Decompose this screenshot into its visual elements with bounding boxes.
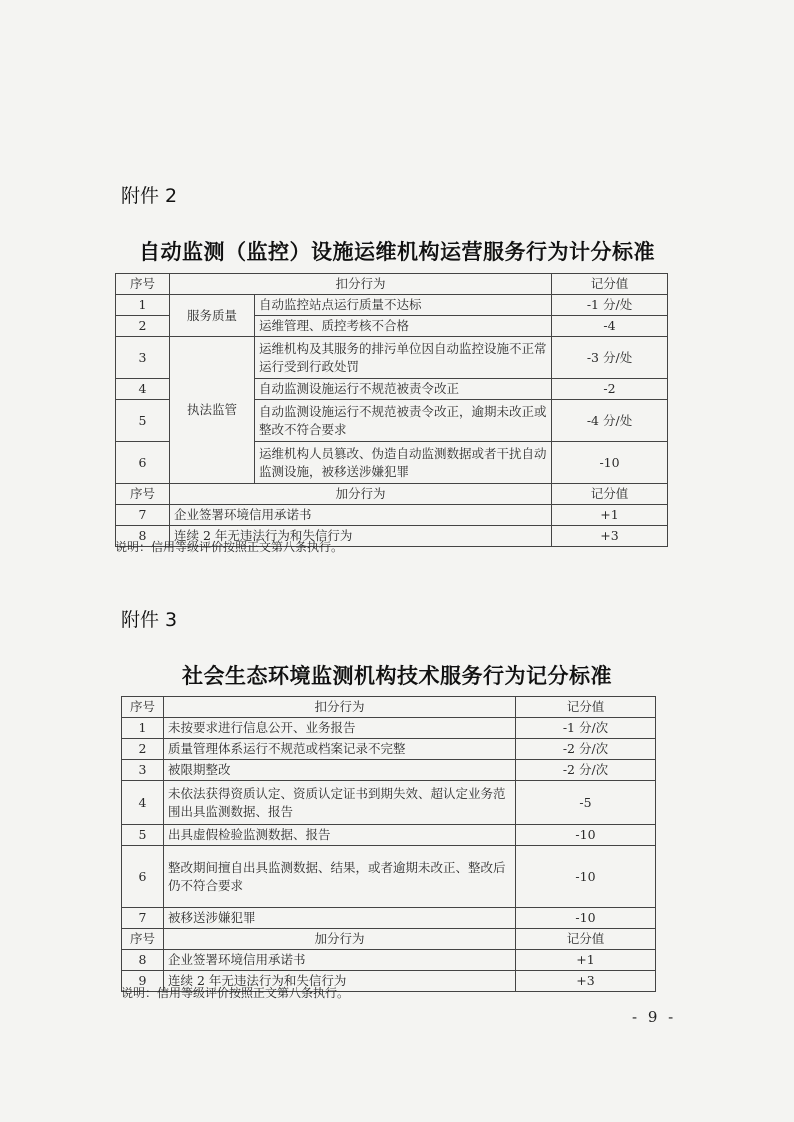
row-score: -5 <box>516 781 656 825</box>
header-deduct: 扣分行为 <box>164 697 516 718</box>
row-score: -4 分/处 <box>552 400 668 442</box>
row-score: -1 分/处 <box>552 295 668 316</box>
row-no: 4 <box>116 379 170 400</box>
row-score: -3 分/处 <box>552 337 668 379</box>
row-desc: 连续 2 年无违法行为和失信行为 <box>164 971 516 992</box>
annex2-table <box>115 273 668 547</box>
row-score: +3 <box>552 526 668 547</box>
row-score: -10 <box>552 442 668 484</box>
row-score: +1 <box>516 950 656 971</box>
annex3-table <box>121 696 656 992</box>
annex2-title: 自动监测（监控）设施运维机构运营服务行为计分标准 <box>139 240 655 264</box>
row-desc: 出具虚假检验监测数据、报告 <box>164 825 516 846</box>
table-add-header-row <box>116 484 668 505</box>
row-desc: 被移送涉嫌犯罪 <box>164 908 516 929</box>
row-score: -4 <box>552 316 668 337</box>
row-score: -10 <box>516 846 656 908</box>
header-add: 加分行为 <box>170 484 552 505</box>
header-score: 记分值 <box>516 697 656 718</box>
row-desc: 整改期间擅自出具监测数据、结果，或者逾期未改正、整改后仍不符合要求 <box>164 846 516 908</box>
row-score: -10 <box>516 908 656 929</box>
annex3-note: 说明：信用等级评价按照正文第八条执行。 <box>121 986 350 1000</box>
row-no: 6 <box>122 846 164 908</box>
row-no: 3 <box>116 337 170 379</box>
row-desc: 自动监测设施运行不规范被责令改正，逾期未改正或整改不符合要求 <box>255 400 552 442</box>
header-score: 记分值 <box>552 484 668 505</box>
row-desc: 企业签署环境信用承诺书 <box>170 505 552 526</box>
row-no: 9 <box>122 971 164 992</box>
row-score: +1 <box>552 505 668 526</box>
row-desc: 质量管理体系运行不规范或档案记录不完整 <box>164 739 516 760</box>
table-row <box>122 846 656 908</box>
row-desc: 未依法获得资质认定、资质认定证书到期失效、超认定业务范围出具监测数据、报告 <box>164 781 516 825</box>
row-no: 5 <box>122 825 164 846</box>
table-row <box>116 295 668 316</box>
row-desc: 运维管理、质控考核不合格 <box>255 316 552 337</box>
header-no: 序号 <box>116 484 170 505</box>
row-no: 2 <box>116 316 170 337</box>
row-desc: 运维机构人员篡改、伪造自动监测数据或者干扰自动监测设施，被移送涉嫌犯罪 <box>255 442 552 484</box>
annex2-label: 附件 2 <box>121 185 178 207</box>
row-no: 7 <box>122 908 164 929</box>
row-no: 5 <box>116 400 170 442</box>
row-desc: 自动监测设施运行不规范被责令改正 <box>255 379 552 400</box>
table-row <box>116 505 668 526</box>
row-no: 8 <box>122 950 164 971</box>
header-no: 序号 <box>122 697 164 718</box>
annex2-note: 说明：信用等级评价按照正文第八条执行。 <box>115 540 344 554</box>
row-no: 2 <box>122 739 164 760</box>
table-header-row <box>116 274 668 295</box>
table-header-row <box>122 697 656 718</box>
page-number: - 9 - <box>632 1008 677 1026</box>
row-no: 1 <box>122 718 164 739</box>
annex3-label: 附件 3 <box>121 609 178 631</box>
header-score: 记分值 <box>552 274 668 295</box>
row-desc: 未按要求进行信息公开、业务报告 <box>164 718 516 739</box>
row-score: -2 分/次 <box>516 739 656 760</box>
table-add-header-row <box>122 929 656 950</box>
table-row <box>116 337 668 379</box>
category-enforcement: 执法监管 <box>170 337 255 484</box>
row-no: 6 <box>116 442 170 484</box>
row-score: -1 分/次 <box>516 718 656 739</box>
row-desc: 自动监控站点运行质量不达标 <box>255 295 552 316</box>
table-row <box>122 739 656 760</box>
table-row <box>122 908 656 929</box>
row-no: 1 <box>116 295 170 316</box>
annex3-title: 社会生态环境监测机构技术服务行为记分标准 <box>182 664 612 688</box>
header-score: 记分值 <box>516 929 656 950</box>
row-no: 8 <box>116 526 170 547</box>
row-score: -10 <box>516 825 656 846</box>
table-row <box>122 781 656 825</box>
table-row <box>122 760 656 781</box>
table-row <box>122 825 656 846</box>
category-service-quality: 服务质量 <box>170 295 255 337</box>
row-score: +3 <box>516 971 656 992</box>
row-desc: 运维机构及其服务的排污单位因自动监控设施不正常运行受到行政处罚 <box>255 337 552 379</box>
header-no: 序号 <box>116 274 170 295</box>
row-score: -2 <box>552 379 668 400</box>
header-no: 序号 <box>122 929 164 950</box>
row-no: 3 <box>122 760 164 781</box>
table-row <box>122 950 656 971</box>
row-desc: 企业签署环境信用承诺书 <box>164 950 516 971</box>
row-desc: 连续 2 年无违法行为和失信行为 <box>170 526 552 547</box>
row-no: 7 <box>116 505 170 526</box>
row-score: -2 分/次 <box>516 760 656 781</box>
header-deduct: 扣分行为 <box>170 274 552 295</box>
row-desc: 被限期整改 <box>164 760 516 781</box>
table-row <box>122 718 656 739</box>
header-add: 加分行为 <box>164 929 516 950</box>
row-no: 4 <box>122 781 164 825</box>
